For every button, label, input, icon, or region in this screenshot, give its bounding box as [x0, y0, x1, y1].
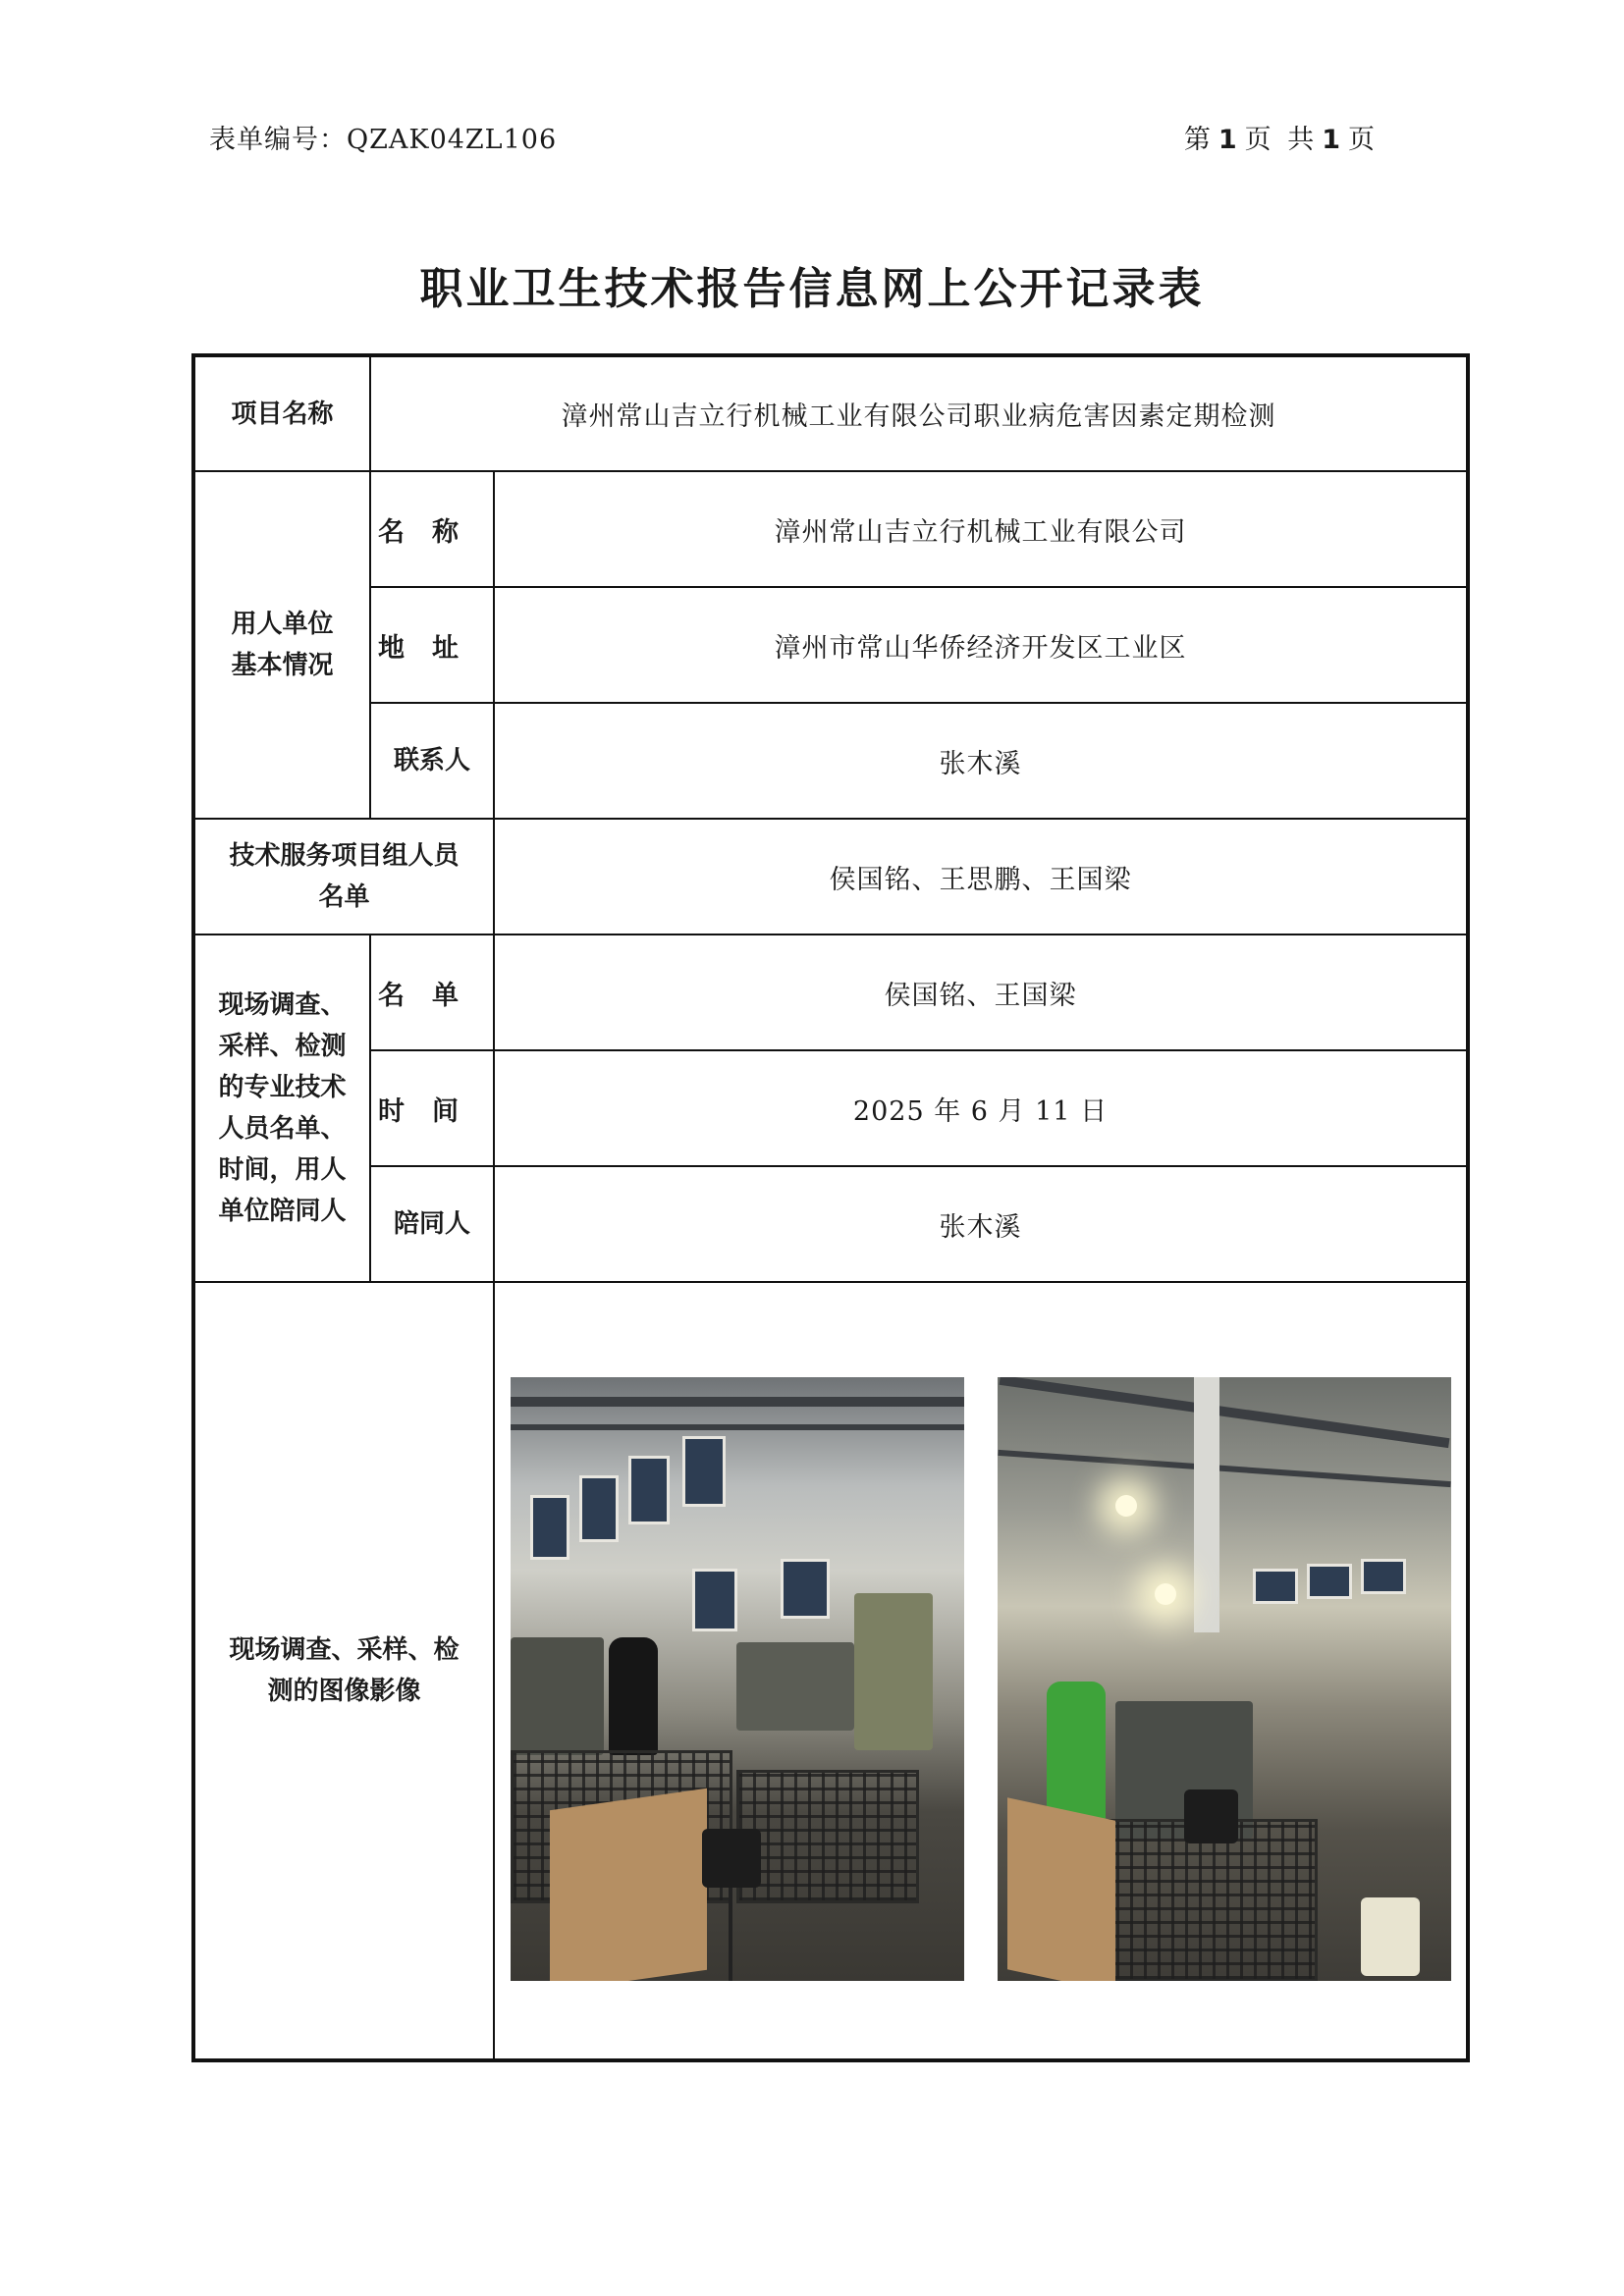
roof-beam	[511, 1397, 964, 1407]
images-label	[193, 1282, 494, 2060]
roof-beam	[998, 1449, 1450, 1486]
contact-label: 联系人	[370, 703, 494, 819]
time-value: 2025 年 6 月 11 日	[494, 1050, 1468, 1166]
window	[781, 1559, 830, 1619]
record-table	[191, 353, 1470, 2062]
survey-label-line: 时间，用人	[218, 1155, 347, 1185]
team-label-line2: 名单	[318, 882, 370, 912]
escort-value: 张木溪	[494, 1166, 1468, 1282]
name-label: 名称	[370, 471, 494, 587]
images-cell	[494, 1282, 1468, 2060]
ceiling-light	[1115, 1495, 1137, 1517]
address-value: 漳州市常山华侨经济开发区工业区	[494, 587, 1468, 703]
window	[1253, 1569, 1298, 1604]
escort-label: 陪同人	[370, 1166, 494, 1282]
page-current: 1	[1218, 125, 1237, 155]
survey-label-line: 的专业技术	[218, 1073, 347, 1102]
site-photo-workshop-right	[998, 1377, 1451, 1981]
team-label-line1: 技术服务项目组人员	[229, 841, 460, 871]
window	[579, 1475, 619, 1542]
wooden-board	[1007, 1797, 1115, 1981]
address-label: 地址	[370, 587, 494, 703]
page-indicator	[1184, 118, 1375, 156]
row-survey-time	[193, 1050, 1468, 1166]
survey-label-line: 单位陪同人	[218, 1197, 347, 1226]
page-suffix: 页	[1348, 125, 1375, 155]
images-label-line2: 测的图像影像	[267, 1677, 421, 1706]
window	[530, 1495, 569, 1560]
name-value: 漳州常山吉立行机械工业有限公司	[494, 471, 1468, 587]
list-label: 名单	[370, 934, 494, 1050]
barrel	[1361, 1897, 1420, 1976]
row-survey-escort	[193, 1166, 1468, 1282]
page-total: 1	[1322, 125, 1340, 155]
contact-value: 张木溪	[494, 703, 1468, 819]
window	[628, 1456, 670, 1524]
survey-label-line: 现场调查、	[218, 990, 347, 1020]
photo-gallery	[495, 1362, 1466, 1981]
team-value: 侯国铭、王思鹏、王国梁	[494, 819, 1468, 934]
pillar	[1194, 1377, 1219, 1632]
document-title: 职业卫生技术报告信息网上公开记录表	[419, 264, 1205, 314]
survey-label-line: 采样、检测	[218, 1032, 347, 1061]
page-prefix: 第	[1183, 125, 1211, 155]
sampling-instrument	[1184, 1789, 1238, 1843]
form-number: 表单编号：QZAK04ZL106	[209, 125, 558, 155]
site-photo-workshop-left	[511, 1377, 964, 1981]
ceiling-light	[1155, 1583, 1176, 1605]
machine	[736, 1642, 854, 1731]
row-employer-contact	[193, 703, 1468, 819]
time-label: 时间	[370, 1050, 494, 1166]
row-images	[193, 1282, 1468, 2060]
roof-beam	[999, 1377, 1449, 1448]
list-value: 侯国铭、王国梁	[494, 934, 1468, 1050]
project-label: 项目名称	[193, 355, 370, 471]
row-employer-address	[193, 587, 1468, 703]
tripod	[729, 1888, 732, 1981]
wooden-board	[550, 1788, 707, 1980]
sampling-instrument	[702, 1829, 761, 1888]
window	[682, 1436, 726, 1507]
row-project	[193, 355, 1468, 471]
row-employer-name	[193, 471, 1468, 587]
project-value: 漳州常山吉立行机械工业有限公司职业病危害因素定期检测	[370, 355, 1468, 471]
milling-machine	[854, 1593, 933, 1750]
employer-label-line2: 基本情况	[231, 651, 334, 680]
worker	[609, 1637, 658, 1755]
metal-cage	[736, 1770, 919, 1903]
row-survey-list	[193, 934, 1468, 1050]
window	[692, 1569, 737, 1631]
window	[1361, 1559, 1406, 1594]
employer-label-line1: 用人单位	[231, 610, 334, 639]
survey-label-line: 人员名单、	[218, 1114, 347, 1144]
roof-beam	[511, 1424, 964, 1430]
machine	[511, 1637, 604, 1755]
team-label	[193, 819, 494, 934]
window	[1307, 1564, 1352, 1599]
page-mid: 页 共	[1244, 125, 1315, 155]
employer-label	[193, 471, 370, 819]
images-label-line1: 现场调查、采样、检	[229, 1635, 460, 1665]
survey-label	[193, 934, 370, 1282]
row-team	[193, 819, 1468, 934]
